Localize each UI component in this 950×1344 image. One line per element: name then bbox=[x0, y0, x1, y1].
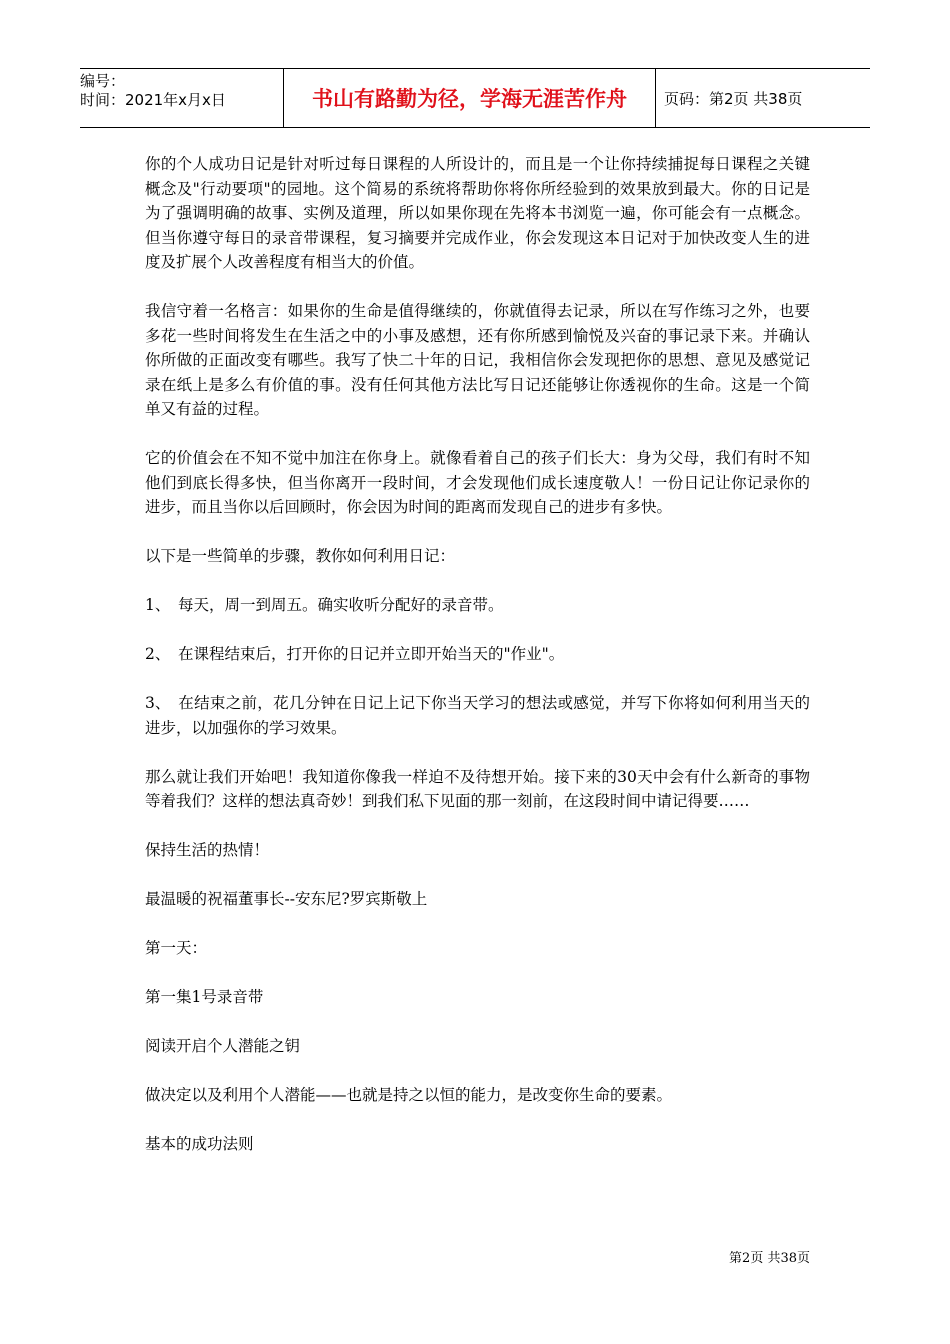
paragraph: 最温暖的祝福董事长--安东尼?罗宾斯敬上 bbox=[145, 890, 428, 908]
header-page-cell bbox=[656, 69, 870, 127]
step-number: 2、 bbox=[145, 645, 171, 663]
step-text: 在结束之前，花几分钟在日记上记下你当天学习的想法或感觉，并写下你将如何利用当天的进步，以加强你的学习效果。 bbox=[145, 694, 810, 737]
header-motto-cell bbox=[284, 69, 656, 127]
step-item bbox=[145, 691, 810, 740]
step-item bbox=[145, 593, 810, 618]
paragraph: 第一集1号录音带 bbox=[145, 988, 264, 1006]
paragraph: 它的价值会在不知不觉中加注在你身上。就像看着自己的孩子们长大：身为父母，我们有时不知他们到底长得多快，但当你离开一段时间，才会发现他们成长速度敬人！一份日记让你记录你的进步，而且当你以后回顾时，你会因为时间的距离而发现自己的进步有多快。 bbox=[145, 449, 810, 516]
paragraph: 以下是一些简单的步骤，教你如何利用日记： bbox=[145, 547, 456, 565]
step-text: 在课程结束后，打开你的日记并立即开始当天的"作业"。 bbox=[178, 645, 565, 663]
document-body bbox=[145, 152, 810, 1181]
header-page-number: 页码：第2页 共38页 bbox=[664, 89, 803, 108]
step-number: 1、 bbox=[145, 596, 171, 614]
paragraph: 你的个人成功日记是针对听过每日课程的人所设计的，而且是一个让你持续捕捉每日课程之关键概念及"行动要项"的园地。这个简易的系统将帮助你将你所经验到的效果放到最大。你的日记是为了强调明确的故事、实例及道理，所以如果你现在先将本书浏览一遍，你可能会有一点概念。但当你遵守每日的录音带课程，复习摘要并完成作业，你会发现这本日记对于加快改变人生的进度及扩展个人改善程度有相当大的价值。 bbox=[145, 155, 810, 271]
step-number: 3、 bbox=[145, 694, 171, 712]
paragraph: 阅读开启个人潜能之钥 bbox=[145, 1037, 301, 1055]
step-text: 每天，周一到周五。确实收听分配好的录音带。 bbox=[178, 596, 504, 614]
paragraph: 我信守着一名格言：如果你的生命是值得继续的，你就值得去记录，所以在写作练习之外，也要多花一些时间将发生在生活之中的小事及感想，还有你所感到愉悦及兴奋的事记录下来。并确认你所做的正面改变有哪些。我写了快二十年的日记，我相信你会发现把你的思想、意见及感觉记录在纸上是多么有价值的事。没有任何其他方法比写日记还能够让你透视你的生命。这是一个简单又有益的过程。 bbox=[145, 302, 810, 418]
header-table bbox=[80, 68, 870, 128]
paragraph: 那么就让我们开始吧！我知道你像我一样迫不及待想开始。接下来的30天中会有什么新奇的事物等着我们？这样的想法真奇妙！到我们私下见面的那一刻前，在这段时间中请记得要…… bbox=[145, 767, 810, 810]
paragraph: 保持生活的热情！ bbox=[145, 841, 270, 859]
paragraph: 基本的成功法则 bbox=[145, 1135, 254, 1153]
step-item bbox=[145, 642, 810, 667]
paragraph: 做决定以及利用个人潜能——也就是持之以恒的能力，是改变你生命的要素。 bbox=[145, 1086, 673, 1104]
paragraph: 第一天： bbox=[145, 939, 208, 957]
document-time-label: 时间：2021年x月x日 bbox=[80, 91, 226, 109]
header-motto: 书山有路勤为径，学海无涯苦作舟 bbox=[312, 87, 627, 111]
footer-page-number: 第2页 共38页 bbox=[729, 1251, 810, 1266]
document-number-label: 编号： bbox=[80, 72, 126, 90]
header-meta-cell bbox=[80, 69, 284, 127]
